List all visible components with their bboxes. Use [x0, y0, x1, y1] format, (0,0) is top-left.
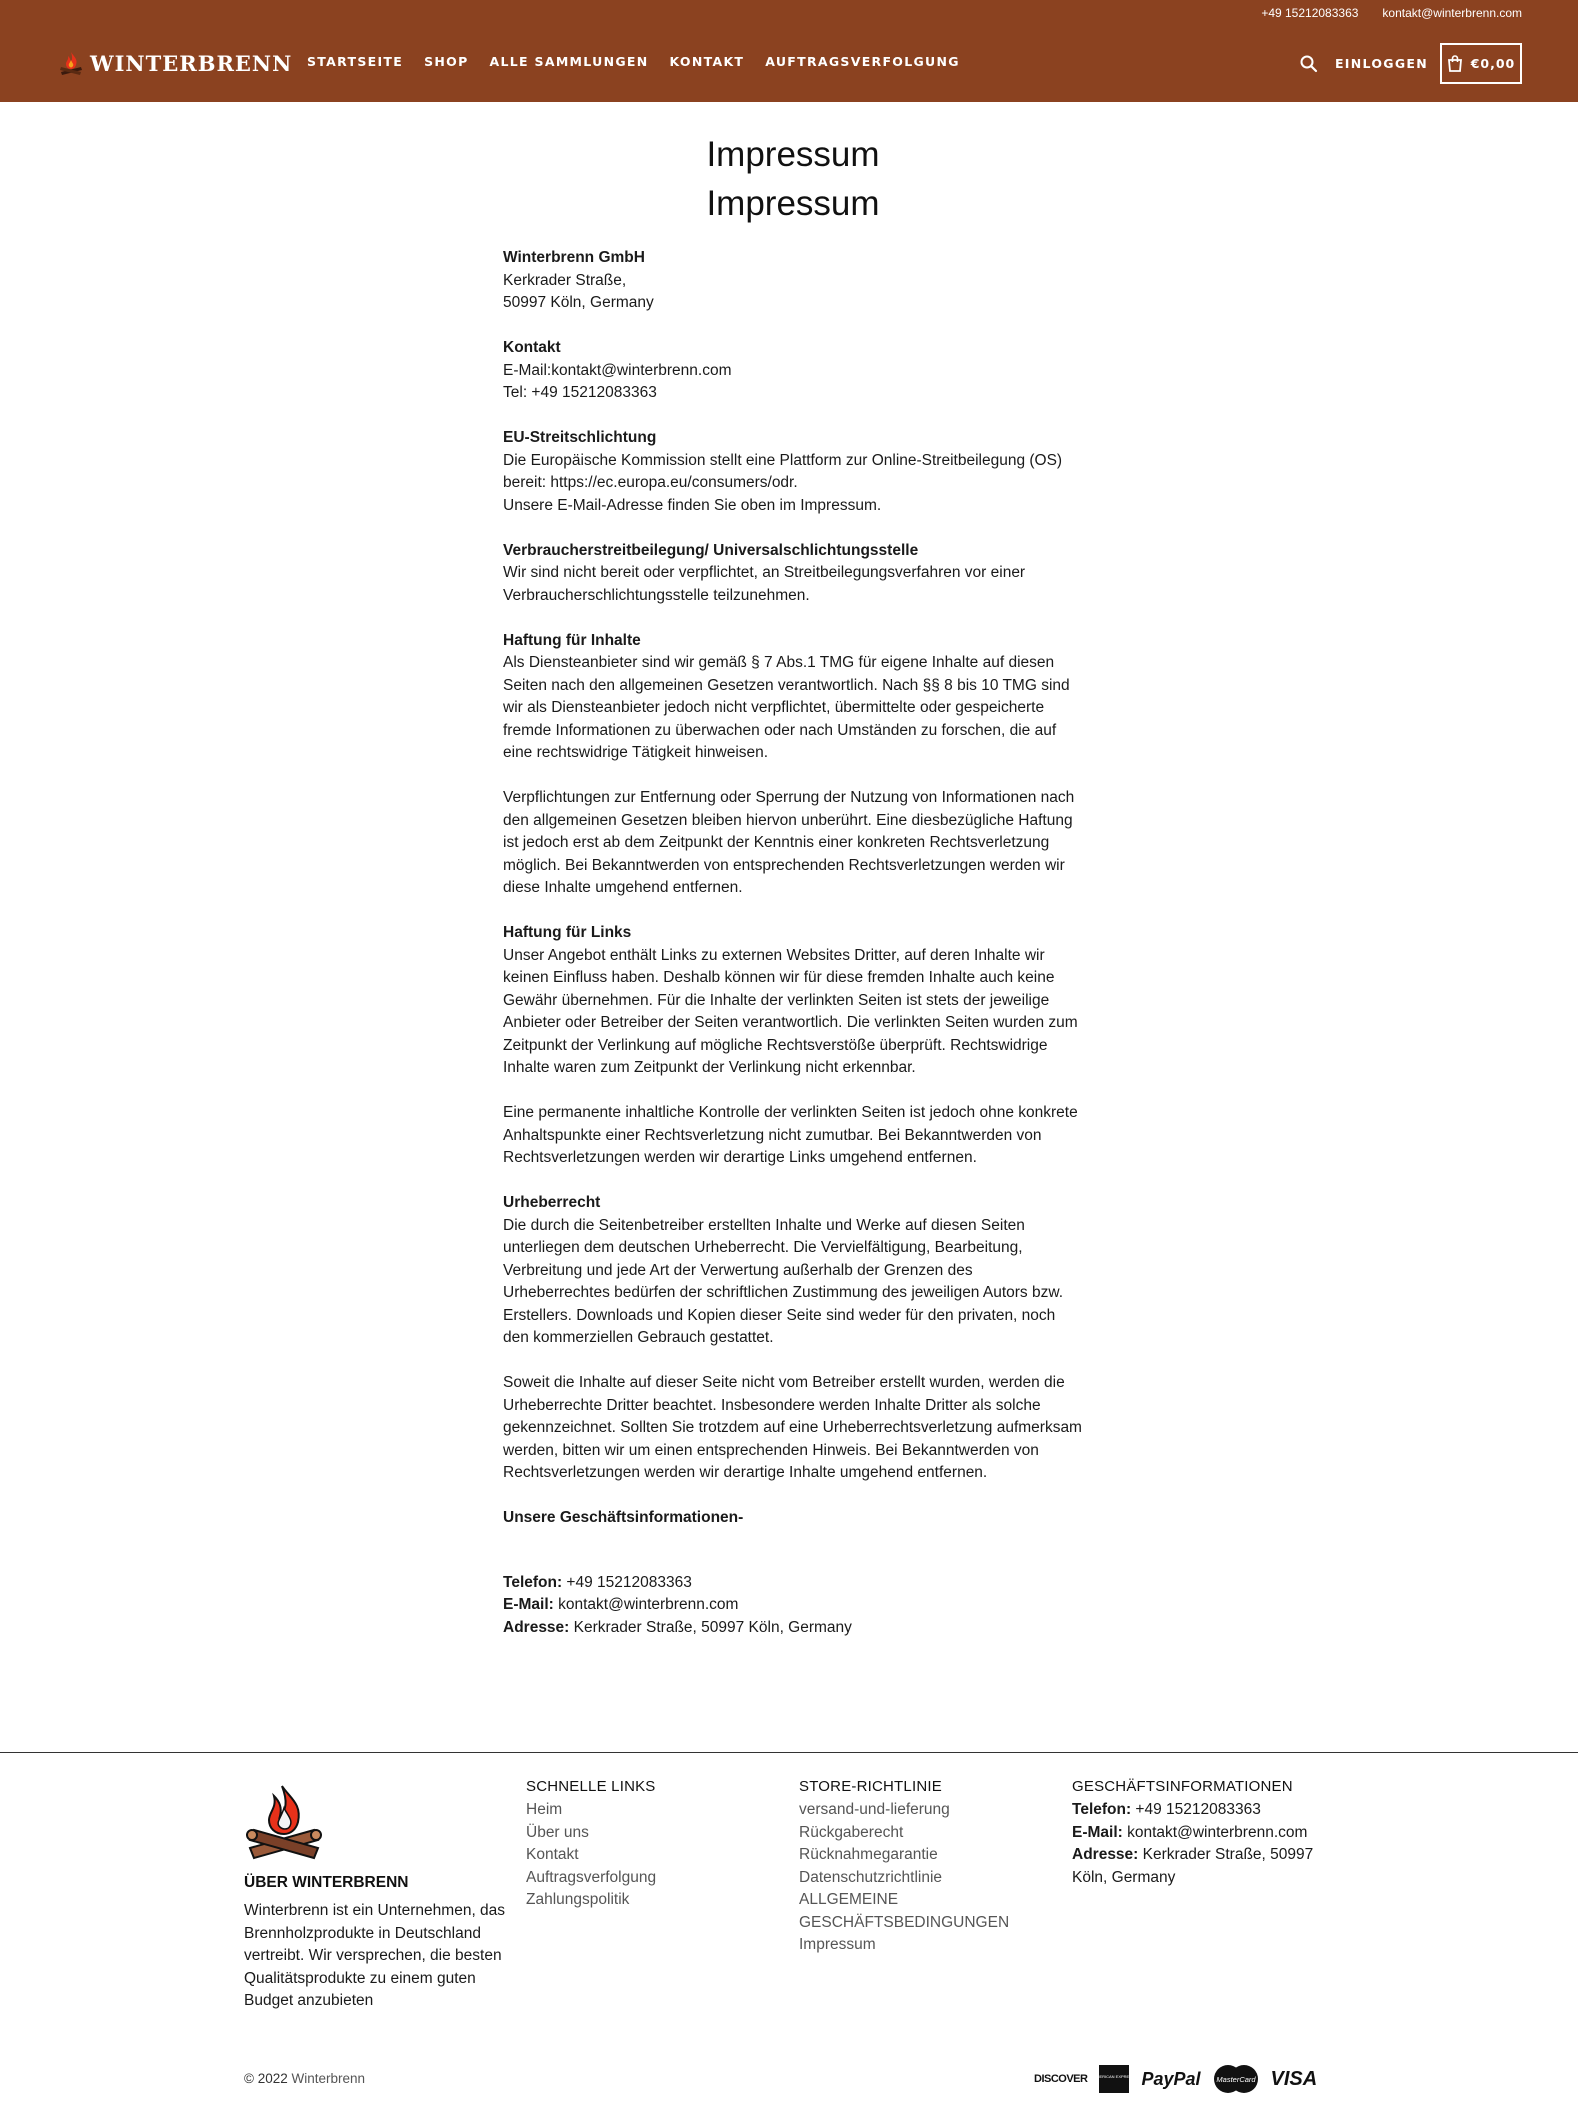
business-email-value: kontakt@winterbrenn.com	[553, 1596, 739, 1613]
copyright-notice	[244, 2071, 365, 2086]
footer-phone-value: +49 15212083363	[1131, 1801, 1261, 1818]
discover-icon: DISCOVER	[1034, 2073, 1088, 2085]
campfire-logo-icon	[58, 50, 84, 76]
nav-shop[interactable]: SHOP	[424, 54, 469, 69]
copyright-text: Die durch die Seitenbetreiber erstellten Inhalte und Werke auf diesen Seiten unterliegen dem deutschen Urheberrecht. Die Vervielfältigung, Bearbeitung, Verbreitung und jede Art der Verwertung außerhalb der Grenzen des Urheberrechtes bedürfen der schriftlichen Zustimmung des jeweiligen Autors bzw. Erstellers. Downloads und Kopien dieser Seite sind weder für den privaten, noch den kommerziellen Gebrauch gestattet.	[503, 1216, 1063, 1346]
about-title: ÜBER WINTERBRENN	[244, 1874, 409, 1891]
main-content	[503, 130, 1083, 1639]
footer-link-impressum[interactable]: Impressum	[799, 1936, 876, 1953]
eu-dispute-section	[503, 427, 1083, 517]
eu-dispute-note: Unsere E-Mail-Adresse finden Sie oben im Impressum.	[503, 496, 882, 514]
business-email-line	[503, 1594, 1083, 1617]
site-logo[interactable]	[58, 50, 292, 76]
business-email-label: E-Mail:	[503, 1596, 554, 1613]
content-liability-text: Als Diensteanbieter sind wir gemäß § 7 Abs.1 TMG für eigene Inhalte auf diesen Seiten nach den allgemeinen Gesetzen verantwortlich. Nach §§ 8 bis 10 TMG sind wir als Diensteanbieter jedoch nicht verpflichtet, übermittelte oder gespeicherte fremde Informationen zu überwachen oder nach Umständen zu forschen, die auf eine rechtswidrige Tätigkeit hinweisen.	[503, 654, 1070, 761]
business-address-value: Kerkrader Straße, 50997 Köln, Germany	[569, 1618, 852, 1636]
business-phone-line	[503, 1572, 1083, 1595]
footer-address-label: Adresse:	[1072, 1846, 1139, 1863]
contact-heading: Kontakt	[503, 339, 561, 356]
search-icon[interactable]	[1299, 54, 1319, 74]
main-nav	[307, 54, 960, 69]
impressum-body	[503, 247, 1083, 1639]
content-liability-section-2	[503, 787, 1083, 900]
nav-kontakt[interactable]: KONTAKT	[669, 54, 745, 69]
footer-link-ueber-uns[interactable]: Über uns	[526, 1823, 589, 1841]
top-contact-bar	[1261, 6, 1522, 20]
contact-email: E-Mail:kontakt@winterbrenn.com	[503, 361, 732, 379]
footer-link-datenschutz[interactable]: Datenschutzrichtlinie	[799, 1868, 943, 1886]
login-link[interactable]: EINLOGGEN	[1334, 56, 1428, 71]
consumer-dispute-section	[503, 540, 1083, 608]
business-address-line	[503, 1617, 1083, 1640]
footer-divider	[0, 1752, 1578, 1753]
nav-alle-sammlungen[interactable]: ALLE SAMMLUNGEN	[489, 54, 649, 69]
footer-address-value: Kerkrader Straße, 50997 Köln, Germany	[1072, 1846, 1314, 1886]
quick-links-column	[526, 1778, 656, 1912]
paypal-icon: PayPal	[1141, 2068, 1201, 2089]
store-policy-title: STORE-RICHTLINIE	[799, 1778, 942, 1795]
nav-auftragsverfolgung[interactable]: AUFTRAGSVERFOLGUNG	[765, 54, 960, 69]
footer-link-heim[interactable]: Heim	[526, 1801, 563, 1818]
copyright-heading: Urheberrecht	[503, 1194, 601, 1211]
footer-phone-label: Telefon:	[1072, 1801, 1132, 1818]
visa-icon: VISA	[1270, 2067, 1318, 2090]
footer-business-title: GESCHÄFTSINFORMATIONEN	[1072, 1778, 1293, 1795]
spacer	[503, 1530, 1083, 1572]
copyright-section-2	[503, 1372, 1083, 1485]
link-liability-text-2: Eine permanente inhaltliche Kontrolle der verlinkten Seiten ist jedoch ohne konkrete Anhaltspunkte einer Rechtsverletzung nicht zumutbar. Bei Bekanntwerden von Rechtsverletzungen werden wir derartige Links umgehend entfernen.	[503, 1104, 1078, 1166]
store-policy-column	[799, 1778, 1029, 1957]
link-liability-section-2	[503, 1102, 1083, 1170]
company-city: 50997 Köln, Germany	[503, 294, 654, 311]
link-liability-heading: Haftung für Links	[503, 924, 632, 941]
page-title: Impressum	[706, 135, 880, 174]
amex-label: AMERICAN EXPRESS	[1093, 2074, 1136, 2079]
mastercard-label: MasterCard	[1215, 2075, 1256, 2084]
footer-link-ruecknahmegarantie[interactable]: Rücknahmegarantie	[799, 1846, 938, 1863]
mastercard-icon	[1213, 2064, 1259, 2094]
link-liability-section	[503, 922, 1083, 1080]
copyright-section	[503, 1192, 1083, 1350]
company-street: Kerkrader Straße,	[503, 271, 627, 289]
eu-dispute-heading: EU-Streitschlichtung	[503, 429, 657, 446]
payment-icons	[1034, 2064, 1317, 2094]
logo-text: WINTERBRENN	[90, 50, 293, 76]
header-email[interactable]: kontakt@winterbrenn.com	[1382, 6, 1522, 20]
link-liability-text: Unser Angebot enthält Links zu externen Websites Dritter, auf deren Inhalte wir keinen Einfluss haben. Deshalb können wir für diese fremden Inhalte auch keine Gewähr übernehmen. Für die Inhalte der verlinkten Seiten ist stets der jeweilige Anbieter oder Betreiber der Seiten verantwortlich. Die verlinkten Seiten wurden zum Zeitpunkt der Verlinkung auf mögliche Rechtsverstöße überprüft. Rechtswidrige Inhalte waren zum Zeitpunkt der Verlinkung nicht erkennbar.	[503, 946, 1078, 1076]
copyright-text-2: Soweit die Inhalte auf dieser Seite nicht vom Betreiber erstellt wurden, werden die Urheberrechte Dritter beachtet. Insbesondere werden Inhalte Dritter als solche gekennzeichnet. Sollten Sie trotzdem auf eine Urheberrechtsverletzung aufmerksam werden, bitten wir um einen entsprechenden Hinweis. Bei Bekanntwerden von Rechtsverletzungen werden wir derartige Inhalte umgehend entfernen.	[503, 1374, 1082, 1481]
footer-link-auftragsverfolgung[interactable]: Auftragsverfolgung	[526, 1868, 657, 1886]
about-text: Winterbrenn ist ein Unternehmen, das Brennholzprodukte in Deutschland vertreibt. Wir versprechen, die besten Qualitätsprodukte zu einem guten Budget anzubieten	[244, 1902, 506, 2009]
content-liability-text-2: Verpflichtungen zur Entfernung oder Sperrung der Nutzung von Informationen nach den allgemeinen Gesetzen bleiben hiervon unberührt. Eine diesbezügliche Haftung ist jedoch erst ab dem Zeitpunkt der Kenntnis einer konkreten Rechtsverletzung möglich. Bei Bekanntwerden von entsprechenden Rechtsverletzungen werden wir diese Inhalte umgehend entfernen.	[503, 789, 1075, 896]
contact-section	[503, 337, 1083, 405]
company-heading: Winterbrenn GmbH	[503, 249, 645, 266]
business-phone-label: Telefon:	[503, 1573, 563, 1591]
consumer-dispute-heading: Verbraucherstreitbeilegung/ Universalschlichtungsstelle	[503, 541, 919, 559]
content-liability-section	[503, 630, 1083, 765]
business-info-column	[1072, 1778, 1342, 1889]
quick-links-title: SCHNELLE LINKS	[526, 1778, 656, 1795]
business-phone-value: +49 15212083363	[562, 1573, 692, 1591]
header-actions	[1299, 43, 1522, 84]
content-liability-heading: Haftung für Inhalte	[503, 631, 641, 649]
footer-phone-line	[1072, 1799, 1342, 1822]
footer-link-zahlungspolitik[interactable]: Zahlungspolitik	[526, 1891, 630, 1908]
footer-email-line	[1072, 1822, 1342, 1845]
campfire-footer-logo-icon	[244, 1782, 324, 1862]
footer-link-versand[interactable]: versand-und-lieferung	[799, 1801, 950, 1818]
nav-startseite[interactable]: STARTSEITE	[307, 54, 404, 69]
amex-icon	[1093, 2065, 1136, 2093]
shopping-bag-icon	[1447, 55, 1463, 72]
page-subtitle: Impressum	[706, 184, 880, 223]
copyright-year: © 2022	[244, 2071, 288, 2086]
business-info-section	[503, 1507, 1083, 1639]
footer-email-label: E-Mail:	[1072, 1823, 1123, 1841]
footer-link-kontakt[interactable]: Kontakt	[526, 1846, 579, 1863]
contact-phone: Tel: +49 15212083363	[503, 384, 657, 401]
footer-link-rueckgaberecht[interactable]: Rückgaberecht	[799, 1823, 904, 1841]
company-section	[503, 247, 1083, 315]
footer-link-agb[interactable]: ALLGEMEINE GESCHÄFTSBEDINGUNGEN	[799, 1891, 1010, 1931]
eu-dispute-text: Die Europäische Kommission stellt eine Plattform zur Online-Streitbeilegung (OS) bereit: https://ec.europa.eu/consumers/odr.	[503, 451, 1063, 491]
consumer-dispute-text: Wir sind nicht bereit oder verpflichtet, an Streitbeilegungsverfahren vor einer Verbraucherschlichtungsstelle teilzunehmen.	[503, 564, 1026, 604]
business-address-label: Adresse:	[503, 1618, 570, 1636]
footer-email-value: kontakt@winterbrenn.com	[1122, 1823, 1308, 1841]
copyright-brand-link[interactable]: Winterbrenn	[291, 2071, 366, 2086]
header-phone[interactable]: +49 15212083363	[1261, 6, 1359, 20]
footer-address-line	[1072, 1844, 1342, 1889]
site-header	[0, 0, 1578, 102]
business-info-heading: Unsere Geschäftsinformationen-	[503, 1509, 744, 1526]
cart-button[interactable]	[1440, 43, 1522, 84]
cart-total: €0,00	[1470, 56, 1516, 71]
